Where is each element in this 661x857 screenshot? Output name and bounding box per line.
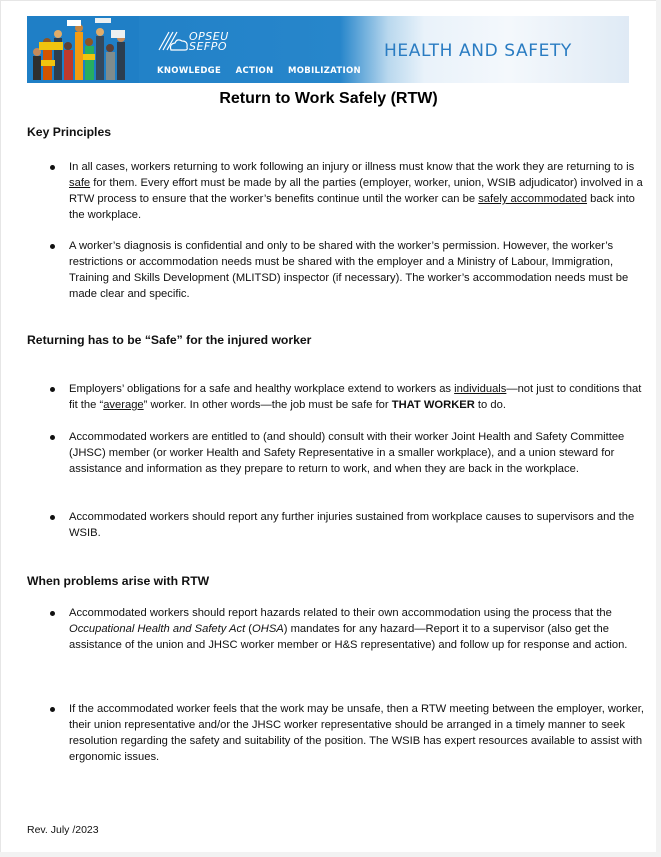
italic-text: OHSA [252, 623, 284, 635]
bullet-icon [50, 244, 55, 249]
underlined-text: average [103, 399, 144, 411]
bullet-icon [50, 611, 55, 616]
header-banner [27, 16, 629, 83]
list-item: Accommodated workers should report hazards related to their own accommodation using the process that the Occupational Health and Safety Act (OHSA) mandates for any hazard—Report it to a supervisor (also get the assistance of the union and JHSC worker member or H&S representative) and follow up for response and action. [69, 605, 644, 653]
bullet-icon [50, 387, 55, 392]
underlined-text: safely accommodated [478, 193, 588, 205]
banner-section-title: HEALTH AND SAFETY [384, 41, 572, 61]
bullet-icon [50, 515, 55, 520]
section-heading-safe-return: Returning has to be “Safe” for the injured worker [27, 333, 312, 347]
bullet-icon [50, 165, 55, 170]
revision-date: Rev. July /2023 [27, 824, 99, 836]
logo-line-2: SEFPO [189, 40, 228, 53]
bold-text: THAT WORKER [391, 399, 475, 411]
list-item: Employers’ obligations for a safe and healthy workplace extend to workers as individuals—not just to conditions that fit the “average” worker. In other words—the job must be safe for THAT WORKER to do. [69, 381, 644, 413]
opseu-logo-icon [157, 30, 189, 52]
opseu-logo-text [189, 32, 229, 52]
list-item: A worker’s diagnosis is confidential and only to be shared with the worker’s permission. However, the worker’s restrictions or accommodation needs must be shared with the employer and a Ministry of Labour, Immigration, Training and Skills Development (MLITSD) inspector (if necessary). The worker’s accommodation needs must be made clear and specific. [69, 238, 644, 302]
page-title: Return to Work Safely (RTW) [219, 90, 438, 107]
underlined-text: safe [69, 177, 91, 189]
bullet-icon [50, 435, 55, 440]
list-item: Accommodated workers are entitled to (and should) consult with their worker Joint Health and Safety Committee (JHSC) member (or worker Health and Safety Representative in a smaller workplace), and a union steward for assistance and information as they prepare to return to work, and when they are back in the workplace. [69, 429, 644, 477]
list-item: If the accommodated worker feels that the work may be unsafe, then a RTW meeting between the employer, worker, their union representative and/or the JHSC worker representative should be arranged in a timely manner to seek resolution regarding the safety and suitability of the position. The WSIB has expert resources available to assist with ergonomic issues. [69, 701, 644, 765]
crowd-illustration [27, 16, 139, 83]
banner-tagline: KNOWLEDGE ACTION MOBILIZATION [157, 66, 361, 76]
list-item: In all cases, workers returning to work following an injury or illness must know that the work they are returning to is safe for them. Every effort must be made by all the parties (employer, worker, union, WSIB adjudicator) involved in a RTW process to ensure that the worker’s benefits continue until the worker can be safely accommodated back into the workplace. [69, 159, 644, 223]
list-item: Accommodated workers should report any further injuries sustained from workplace causes to supervisors and the WSIB. [69, 509, 644, 541]
italic-text: Occupational Health and Safety Act [69, 623, 246, 635]
bullet-icon [50, 707, 55, 712]
section-heading-key-principles: Key Principles [27, 125, 111, 139]
section-heading-problems: When problems arise with RTW [27, 574, 210, 588]
underlined-text: individuals [454, 383, 507, 395]
logo-line-1: OPSEU [189, 30, 229, 43]
